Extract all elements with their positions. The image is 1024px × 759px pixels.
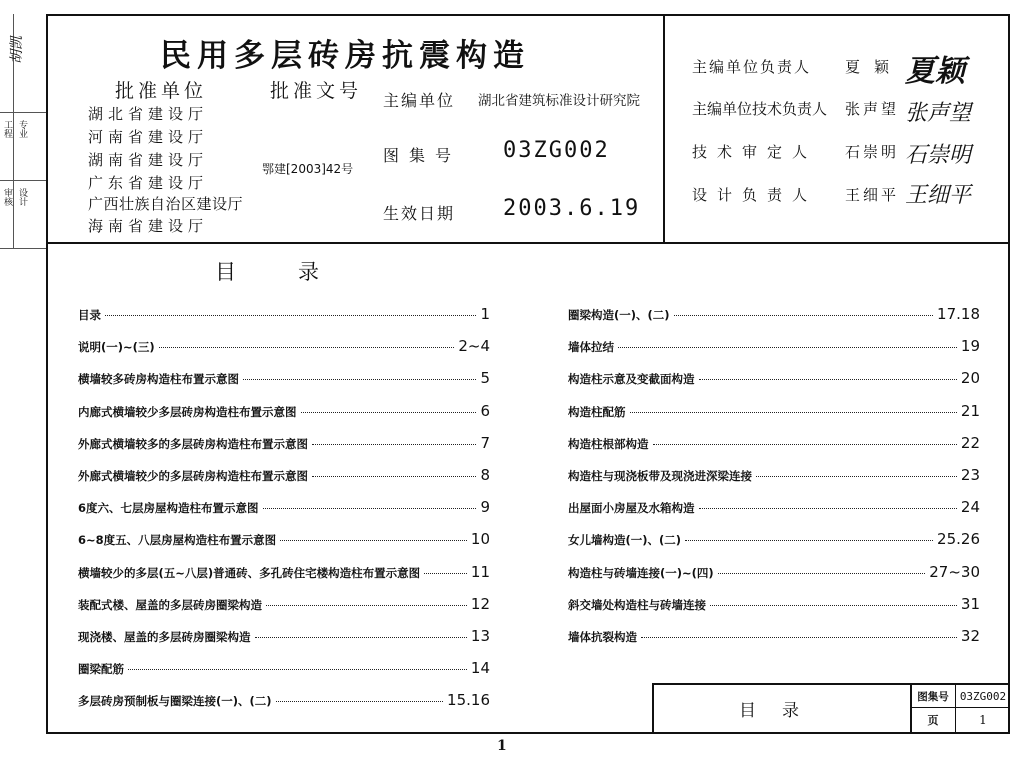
toc-entry-page: 32: [960, 627, 980, 645]
toc-entry-page: 9: [480, 498, 490, 517]
toc-entry-page: 17.18: [937, 305, 980, 323]
toc-leader-dots: [424, 573, 467, 574]
binding-margin-bottom: [0, 248, 46, 249]
toc-entry-title: 横墙较多砖房构造柱布置示意图: [78, 372, 239, 387]
toc-entry-title: 目录: [78, 308, 101, 322]
document-title: 民用多层砖房抗震构造: [160, 38, 530, 74]
toc-entry-title: 构造柱配筋: [568, 404, 626, 419]
toc-entry: [78, 434, 490, 454]
approval-doc-label: 批准文号: [270, 80, 363, 102]
toc-entry: [78, 369, 490, 389]
title-block-page-value: [956, 708, 1010, 732]
toc-entry: [78, 402, 490, 422]
toc-leader-dots: [685, 540, 933, 541]
title-block-atlas-label: [911, 685, 955, 707]
toc-entry-page: 12: [470, 594, 490, 613]
toc-leader-dots: [756, 476, 957, 477]
approval-doc-number: 鄂建[2003]42号: [262, 162, 354, 176]
toc-entry: [78, 466, 490, 486]
toc-leader-dots: [255, 637, 467, 638]
toc-entry: [568, 466, 980, 486]
toc-entry-title: 出屋面小房屋及水箱构造: [568, 501, 695, 516]
toc-entry-page: 22: [960, 433, 980, 452]
toc-entry-page: 6: [480, 401, 490, 420]
toc-entry-page: 5: [480, 369, 490, 388]
toc-entry-page: 19: [960, 337, 980, 356]
agency-guangdong: 广东省建设厅: [88, 174, 209, 192]
toc-entry-page: 31: [960, 594, 980, 613]
agency-hubei: 湖北省建设厅: [88, 105, 209, 123]
toc-entry-title: 斜交墙处构造柱与砖墙连接: [568, 597, 706, 612]
toc-entry: [78, 659, 490, 679]
title-block-page-label: [911, 708, 955, 732]
resp-role-2: 主编单位技术负责人: [692, 100, 828, 118]
toc-entry: [568, 402, 980, 422]
toc-entry-page: 7: [480, 433, 490, 452]
title-block-atlas-label-text: 图集号: [917, 690, 949, 703]
toc-leader-dots: [312, 476, 476, 477]
toc-entry-page: 21: [960, 401, 980, 420]
resp-signature-2: 张声望: [905, 101, 972, 126]
toc-leader-dots: [276, 701, 444, 702]
toc-entry-title: 墙体抗裂构造: [568, 630, 637, 644]
toc-entry: [78, 627, 490, 647]
title-block-name-text: 目录: [739, 701, 825, 721]
toc-entry-page: 24: [960, 498, 980, 517]
agency-hainan: 海南省建设厅: [88, 217, 209, 235]
agency-hunan: 湖南省建设厅: [88, 151, 209, 169]
toc-entry: [78, 691, 490, 711]
toc-entry-page: 23: [960, 466, 980, 484]
resp-signature-3: 石崇明: [905, 143, 972, 168]
toc-entry-title: 外廊式横墙较少的多层砖房构造柱布置示意图: [78, 469, 308, 483]
toc-entry-title: 外廊式横墙较多的多层砖房构造柱布置示意图: [78, 436, 308, 451]
toc-entry-page: 13: [470, 627, 490, 645]
resp-signature-1: 夏颖: [905, 54, 965, 89]
toc-entry-title: 构造柱与现浇板带及现浇进深梁连接: [568, 469, 752, 483]
toc-entry-title: 说明(一)~(三): [78, 340, 155, 355]
toc-leader-dots: [266, 605, 467, 606]
approval-unit-label: 批准单位: [115, 80, 208, 102]
toc-leader-dots: [674, 315, 934, 316]
toc-entry-title: 现浇楼、屋盖的多层砖房圈梁构造: [78, 630, 251, 644]
toc-leader-dots: [312, 444, 476, 445]
toc-leader-dots: [630, 412, 957, 413]
effective-date-value: 2003.6.19: [503, 196, 641, 221]
toc-leader-dots: [128, 669, 467, 670]
resp-role-4: 设计负责人: [692, 186, 818, 204]
toc-entry-page: 14: [470, 659, 490, 678]
title-block-page-value-text: 1: [979, 713, 987, 727]
agency-guangxi: 广西壮族自治区建设厅: [88, 195, 244, 213]
toc-leader-dots: [263, 508, 477, 509]
toc-entry-title: 构造柱根部构造: [568, 436, 649, 451]
toc-entry-page: 20: [960, 369, 980, 388]
atlas-no-value: 03ZG002: [503, 138, 610, 163]
toc-entry: [78, 595, 490, 615]
toc-entry-title: 构造柱与砖墙连接(一)~(四): [568, 565, 714, 580]
title-block-atlas-value-text: 03ZG002: [959, 689, 1007, 703]
page-number: 1: [497, 738, 507, 754]
toc-leader-dots: [243, 379, 476, 380]
editor-label: 主编单位: [383, 91, 456, 110]
toc-entry: [78, 530, 490, 550]
toc-leader-dots: [641, 637, 957, 638]
toc-heading: 目录: [215, 260, 381, 284]
toc-entry-title: 6~8度五、八层房屋构造柱布置示意图: [78, 533, 277, 548]
toc-entry-title: 圈梁构造(一)、(二): [568, 308, 670, 322]
header-column-divider: [663, 14, 665, 243]
resp-name-4: 王细平: [845, 186, 900, 204]
resp-signature-4: 王细平: [905, 183, 972, 208]
toc-entry: [568, 434, 980, 454]
title-block-page-label-text: 页: [927, 714, 939, 727]
toc-leader-dots: [301, 412, 477, 413]
toc-entry: [568, 369, 980, 389]
toc-entry: [78, 337, 490, 357]
toc-entry-title: 女儿墙构造(一)、(二): [568, 533, 682, 548]
toc-leader-dots: [618, 347, 957, 348]
toc-entry-page: 10: [470, 530, 490, 549]
toc-leader-dots: [280, 540, 467, 541]
toc-entry-page: 2~4: [458, 337, 490, 356]
agency-henan: 河南省建设厅: [88, 128, 209, 146]
toc-leader-dots: [710, 605, 957, 606]
toc-entry: [568, 530, 980, 550]
toc-entry-page: 1: [480, 305, 490, 323]
toc-entry-title: 装配式楼、屋盖的多层砖房圈梁构造: [78, 597, 262, 612]
toc-entry: [568, 595, 980, 615]
resp-name-2: 张声望: [845, 100, 900, 118]
toc-leader-dots: [653, 444, 957, 445]
toc-entry-page: 11: [470, 562, 490, 581]
toc-entry-title: 墙体拉结: [568, 340, 614, 355]
toc-entry: [78, 563, 490, 583]
toc-leader-dots: [699, 508, 957, 509]
margin-label-3: 审核: [2, 188, 12, 206]
toc-entry-page: 25.26: [937, 530, 980, 549]
title-block-atlas-value: [956, 685, 1010, 707]
toc-entry: [568, 498, 980, 518]
toc-entry: [568, 337, 980, 357]
effective-date-label: 生效日期: [383, 204, 456, 223]
toc-entry-page: 15.16: [447, 691, 490, 710]
toc-entry-title: 圈梁配筋: [78, 662, 124, 677]
toc-entry-title: 横墙较少的多层(五~八层)普通砖、多孔砖住宅楼构造柱布置示意图: [78, 565, 421, 580]
resp-role-1: 主编单位负责人: [692, 58, 812, 76]
toc-entry: [78, 305, 490, 325]
binding-margin-mid: [0, 180, 46, 181]
toc-entry-title: 内廊式横墙较少多层砖房构造柱布置示意图: [78, 404, 297, 419]
toc-entry: [78, 498, 490, 518]
margin-label-1: 工程: [2, 120, 12, 138]
editor-value: 湖北省建筑标准设计研究院: [478, 93, 640, 109]
toc-entry-page: 8: [480, 466, 490, 484]
title-block-name: [654, 685, 910, 732]
toc-entry-page: 27~30: [929, 562, 980, 581]
resp-role-3: 技术审定人: [692, 143, 818, 161]
toc-entry: [568, 627, 980, 647]
toc-leader-dots: [159, 347, 455, 348]
margin-label-2: 专业: [17, 120, 27, 138]
toc-leader-dots: [105, 315, 476, 316]
toc-entry-title: 构造柱示意及变截面构造: [568, 372, 695, 387]
binding-margin-top: [0, 112, 46, 113]
header-divider: [46, 242, 1010, 244]
margin-label-4: 设计: [17, 188, 27, 206]
resp-name-1: 夏颖: [845, 58, 904, 76]
toc-entry-title: 多层砖房预制板与圈梁连接(一)、(二): [78, 694, 272, 709]
toc-leader-dots: [699, 379, 957, 380]
toc-leader-dots: [718, 573, 926, 574]
margin-signature: 胡凯: [9, 36, 25, 64]
atlas-no-label: 图集号: [383, 146, 462, 165]
toc-entry: [568, 305, 980, 325]
toc-entry-title: 6度六、七层房屋构造柱布置示意图: [78, 501, 259, 516]
resp-name-3: 石崇明: [845, 143, 900, 161]
toc-entry: [568, 563, 980, 583]
